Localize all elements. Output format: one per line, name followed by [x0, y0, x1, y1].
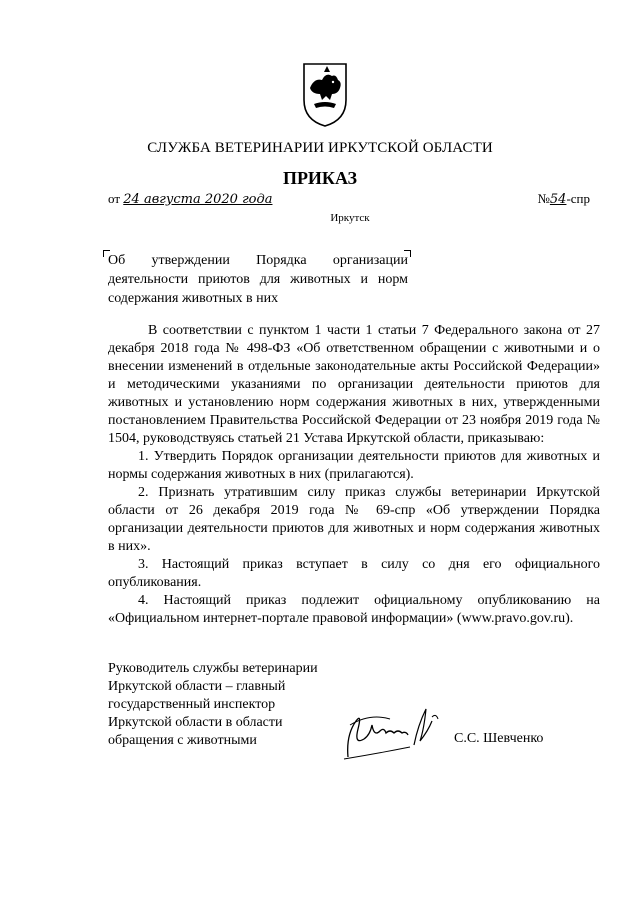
number-value: 54 [549, 192, 567, 207]
order-item: 2. Признать утратившим силу приказ службы ветеринарии Иркутской области от 26 декабря 2019 года № 69-спр «Об утверждении Порядка организации деятельности приютов для животных и норм содержания животных в них». [108, 485, 600, 554]
subject-line: содержания животных в них [108, 291, 279, 306]
handwritten-signature [340, 695, 450, 765]
signatory-line: Руководитель службы ветеринарии [108, 661, 318, 676]
subject-block [108, 251, 408, 308]
order-item: 3. Настоящий приказ вступает в силу со дня его официального опубликования. [108, 557, 600, 590]
coat-of-arms-icon [300, 60, 350, 128]
document-type: ПРИКАЗ [282, 168, 358, 188]
preamble-paragraph: В соответствии с пунктом 1 части 1 статьи 7 Федерального закона от 27 декабря 2018 года № 498-ФЗ «Об ответственном обращении с животными и о внесении изменений в отдельные законодательные акты Российской Федерации» и методическими указаниями по организации деятельности приютов для животных и установлению норм содержания животных в них, утвержденными постановлением Правительства Российской Федерации от 23 ноября 2019 года № 1504, руководствуясь статьей 21 Устава Иркутской области, приказываю: [108, 323, 600, 446]
date-prefix: от [108, 191, 121, 206]
order-item: 1. Утвердить Порядок организации деятельности приютов для животных и нормы содержания животных в них (прилагаются). [108, 449, 600, 482]
signatory-line: государственный инспектор [108, 697, 276, 712]
subject-line: Об утверждении Порядка организации [108, 253, 408, 268]
signatory-line: Иркутской области – главный [108, 679, 286, 694]
number-suffix: -спр [566, 191, 590, 206]
subject-line: деятельности приютов для животных и норм [108, 272, 408, 287]
number-line [537, 191, 590, 207]
signatory-line: Иркутской области в области [108, 715, 283, 730]
number-prefix: № [537, 191, 550, 206]
order-body [108, 322, 600, 628]
date-value: 24 августа 2020 года [123, 192, 273, 207]
order-item: 4. Настоящий приказ подлежит официальному опубликованию на «Официальном интернет-портале правовой информации» (www.pravo.gov.ru). [108, 593, 600, 626]
date-line [108, 191, 272, 207]
signatory-line: обращения с животными [108, 733, 257, 748]
signatory-position [108, 660, 358, 750]
organization-title: СЛУЖБА ВЕТЕРИНАРИИ ИРКУТСКОЙ ОБЛАСТИ [147, 140, 493, 156]
signer-name: С.С. Шевченко [454, 731, 544, 746]
city: Иркутск [330, 212, 370, 224]
